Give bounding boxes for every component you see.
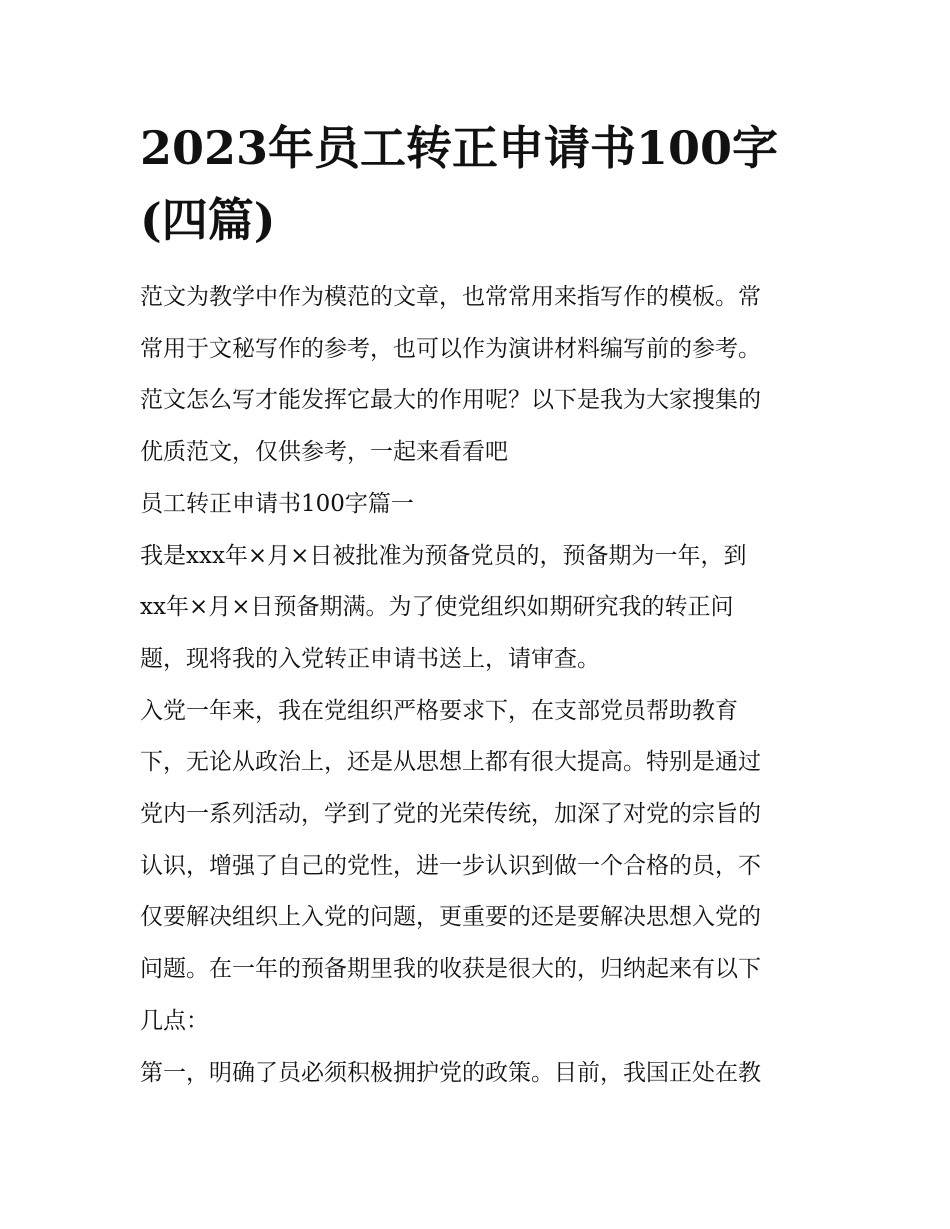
intro-paragraph — [140, 272, 812, 479]
section-heading-text: 员工转正申请书100字篇一 — [140, 490, 414, 517]
text-line: 常用于文秘写作的参考，也可以作为演讲材料编写前的参考。 — [140, 335, 761, 362]
text-line: 优质范文，仅供参考，一起来看看吧 — [140, 439, 508, 466]
document-title — [140, 112, 812, 256]
text-line: 问题。在一年的预备期里我的收获是很大的，归纳起来有以下 — [140, 956, 761, 983]
text-line: xx年×月×日预备期满。为了使党组织如期研究我的转正问 — [140, 594, 734, 621]
body-paragraph-1 — [140, 531, 812, 686]
text-line: 几点： — [140, 1007, 209, 1034]
text-line: 范文怎么写才能发挥它最大的作用呢？以下是我为大家搜集的 — [140, 387, 761, 414]
text-line: 我是xxx年×月×日被批准为预备党员的，预备期为一年，到 — [140, 542, 747, 569]
text-line: 认识，增强了自己的党性，进一步认识到做一个合格的员，不 — [140, 852, 761, 879]
title-line-2: (四篇) — [140, 193, 276, 247]
title-line-1: 2023年员工转正申请书100字 — [140, 121, 779, 175]
section-heading — [140, 479, 812, 531]
body-paragraph-3 — [140, 1048, 812, 1100]
document-page — [140, 112, 812, 1099]
text-line: 仅要解决组织上入党的问题，更重要的还是要解决思想入党的 — [140, 904, 761, 931]
text-line: 题，现将我的入党转正申请书送上，请审查。 — [140, 645, 600, 672]
text-line: 入党一年来，我在党组织严格要求下，在支部党员帮助教育 — [140, 697, 738, 724]
text-line: 第一，明确了员必须积极拥护党的政策。目前，我国正处在教 — [140, 1059, 761, 1086]
text-line: 范文为教学中作为模范的文章，也常常用来指写作的模板。常 — [140, 284, 761, 310]
text-line: 党内一系列活动，学到了党的光荣传统，加深了对党的宗旨的 — [140, 801, 761, 828]
body-paragraph-2 — [140, 686, 812, 1048]
text-line: 下，无论从政治上，还是从思想上都有很大提高。特别是通过 — [140, 749, 761, 776]
